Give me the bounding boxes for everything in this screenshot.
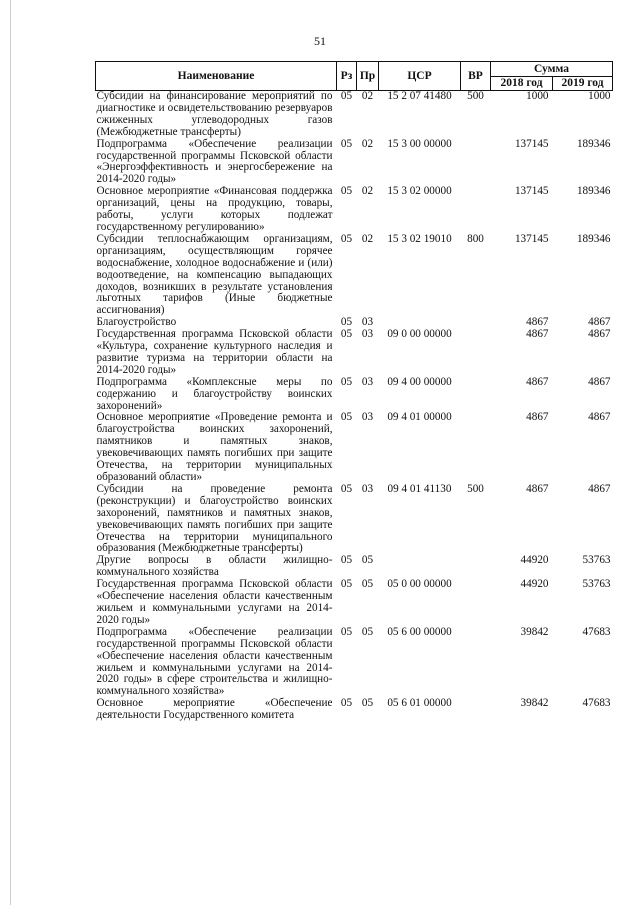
cell-pr: 03 bbox=[361, 328, 374, 341]
cell-vr bbox=[461, 627, 491, 698]
cell-name: Подпрограмма «Комплексные меры по содержанию и благоустройству воинских захоронений» bbox=[96, 375, 333, 412]
cell-y2018: 137145 bbox=[514, 137, 549, 150]
cell-y2018: 4867 bbox=[526, 328, 549, 341]
cell-vr bbox=[461, 186, 491, 234]
cell-rz: 05 bbox=[340, 316, 353, 329]
cell-name: Подпрограмма «Обеспечение реализации государственной программы Псковской области «Обеспечение населения области качественным жильем и коммунальными услугами на 2014-2020 годы» в сфере строительства и жилищно-коммунального хозяйства» bbox=[96, 625, 333, 698]
cell-pr: 03 bbox=[361, 375, 374, 388]
cell-y2018: 44920 bbox=[520, 554, 549, 567]
cell-pr: 05 bbox=[361, 554, 374, 567]
cell-rz: 05 bbox=[340, 697, 353, 710]
cell-y2019: 189346 bbox=[576, 185, 611, 198]
header-pr: Пр bbox=[357, 62, 379, 91]
cell-csr: 15 2 07 41480 bbox=[387, 90, 452, 102]
cell-y2019: 1000 bbox=[588, 90, 611, 102]
cell-y2019: 4867 bbox=[588, 411, 611, 424]
cell-vr bbox=[461, 377, 491, 413]
cell-name: Другие вопросы в области жилищно-коммунального хозяйства bbox=[96, 554, 333, 579]
cell-csr: 05 6 00 00000 bbox=[387, 625, 452, 638]
cell-csr: 15 3 00 00000 bbox=[387, 137, 452, 150]
cell-vr bbox=[461, 329, 491, 377]
cell-y2018: 4867 bbox=[526, 482, 549, 495]
cell-name: Субсидии теплоснабжающим организациям, организациям, осуществляющим горячее водоснабжение, холодное водоснабжение и (или) водоотведение, на компенсацию выпадающих доходов, возникших в результате установления льготных тарифов (Иные бюджетные ассигнования) bbox=[96, 232, 333, 317]
cell-rz: 05 bbox=[340, 137, 353, 150]
cell-csr: 09 4 01 41130 bbox=[387, 482, 452, 495]
cell-y2019: 53763 bbox=[582, 554, 611, 567]
cell-csr: 05 0 00 00000 bbox=[387, 578, 452, 591]
cell-rz: 05 bbox=[340, 375, 353, 388]
cell-csr: 09 4 01 00000 bbox=[387, 411, 452, 424]
cell-name: Субсидии на финансирование мероприятий по диагностике и освидетельствованию резервуаров сжиженных углеводородных газов (Межбюджетные трансферты) bbox=[96, 90, 333, 138]
cell-pr: 05 bbox=[361, 578, 374, 591]
cell-y2019: 4867 bbox=[588, 482, 611, 495]
table-row bbox=[96, 484, 613, 555]
header-2018: 2018 год bbox=[491, 77, 553, 91]
cell-vr bbox=[461, 579, 491, 627]
table-row bbox=[96, 555, 613, 579]
cell-pr: 03 bbox=[361, 316, 374, 329]
cell-y2019: 4867 bbox=[588, 328, 611, 341]
cell-y2018: 39842 bbox=[520, 625, 549, 638]
cell-y2018: 4867 bbox=[526, 411, 549, 424]
header-csr: ЦСР bbox=[379, 62, 461, 91]
header-rz: Рз bbox=[337, 62, 357, 91]
header-vr: ВР bbox=[461, 62, 491, 91]
table-row bbox=[96, 234, 613, 317]
cell-name: Государственная программа Псковской области «Обеспечение населения области качественным жильем и коммунальными услугами на 2014-2020 годы» bbox=[96, 578, 333, 626]
cell-csr: 15 3 02 00000 bbox=[387, 185, 452, 198]
cell-y2018: 44920 bbox=[520, 578, 549, 591]
cell-pr: 02 bbox=[361, 137, 374, 150]
cell-pr: 02 bbox=[361, 185, 374, 198]
table-row bbox=[96, 627, 613, 698]
cell-csr: 09 4 00 00000 bbox=[387, 375, 452, 388]
table-row bbox=[96, 377, 613, 413]
cell-rz: 05 bbox=[340, 328, 353, 341]
cell-csr bbox=[379, 555, 461, 579]
cell-pr: 05 bbox=[361, 697, 374, 710]
cell-vr: 800 bbox=[467, 232, 484, 245]
cell-rz: 05 bbox=[340, 578, 353, 591]
cell-csr: 09 0 00 00000 bbox=[387, 328, 452, 341]
cell-vr bbox=[461, 698, 491, 722]
cell-rz: 05 bbox=[340, 554, 353, 567]
cell-rz: 05 bbox=[340, 90, 353, 102]
table-row bbox=[96, 91, 613, 139]
cell-name: Основное мероприятие «Проведение ремонта и благоустройства воинских захоронений, памятников и памятных знаков, увековечивающих память погибших при защите Отечества, на территории муниципальных образований области» bbox=[96, 411, 333, 483]
cell-y2019: 53763 bbox=[582, 578, 611, 591]
table-row bbox=[96, 329, 613, 377]
cell-pr: 05 bbox=[361, 625, 374, 638]
table-body bbox=[96, 91, 613, 723]
header-sum: Сумма bbox=[491, 62, 613, 77]
cell-csr: 15 3 02 19010 bbox=[387, 232, 452, 245]
table-row bbox=[96, 698, 613, 722]
cell-y2018: 4867 bbox=[526, 316, 549, 329]
table-row bbox=[96, 186, 613, 234]
cell-rz: 05 bbox=[340, 482, 353, 495]
cell-name: Благоустройство bbox=[96, 316, 177, 329]
table-row bbox=[96, 139, 613, 187]
header-2019: 2019 год bbox=[553, 77, 613, 91]
cell-y2018: 137145 bbox=[514, 232, 549, 245]
cell-vr bbox=[461, 139, 491, 187]
header-name: Наименование bbox=[96, 62, 337, 91]
cell-pr: 02 bbox=[361, 90, 374, 102]
cell-vr bbox=[461, 317, 491, 329]
cell-vr bbox=[461, 555, 491, 579]
cell-rz: 05 bbox=[340, 625, 353, 638]
cell-rz: 05 bbox=[340, 185, 353, 198]
cell-vr: 500 bbox=[467, 90, 484, 102]
budget-table bbox=[95, 61, 613, 722]
cell-y2018: 1000 bbox=[526, 90, 549, 102]
scan-margin-line bbox=[10, 0, 11, 905]
cell-name: Подпрограмма «Обеспечение реализации государственной программы Псковской области «Энергоэффективность и энергосбережение на 2014-2020 годы» bbox=[96, 137, 333, 186]
cell-name: Субсидии на проведение ремонта (реконструкции) и благоустройство воинских захоронений, памятников и памятных знаков, увековечивающих память погибших при защите Отечества на территории муниципального образования (Межбюджетные трансферты) bbox=[96, 482, 333, 555]
cell-pr: 03 bbox=[361, 482, 374, 495]
cell-rz: 05 bbox=[340, 411, 353, 424]
cell-pr: 02 bbox=[361, 232, 374, 245]
cell-y2019: 189346 bbox=[576, 137, 611, 150]
table-row bbox=[96, 579, 613, 627]
cell-y2019: 47683 bbox=[582, 697, 611, 710]
table-header bbox=[96, 62, 613, 91]
cell-y2019: 47683 bbox=[582, 625, 611, 638]
cell-vr: 500 bbox=[467, 482, 484, 495]
cell-y2018: 137145 bbox=[514, 185, 549, 198]
cell-y2019: 4867 bbox=[588, 375, 611, 388]
cell-pr: 03 bbox=[361, 411, 374, 424]
cell-y2018: 4867 bbox=[526, 375, 549, 388]
cell-name: Основное мероприятие «Финансовая поддержка организаций, цены на продукцию, товары, работы, услуги которых подлежат государственному регулированию» bbox=[96, 185, 333, 233]
cell-name: Государственная программа Псковской области «Культура, сохранение культурного наследия и развитие туризма на территории области на 2014-2020 годы» bbox=[96, 328, 333, 376]
cell-vr bbox=[461, 412, 491, 483]
cell-rz: 05 bbox=[340, 232, 353, 245]
page-number: 51 bbox=[314, 34, 326, 48]
cell-y2019: 189346 bbox=[576, 232, 611, 245]
cell-y2018: 39842 bbox=[520, 697, 549, 710]
table-row bbox=[96, 412, 613, 483]
cell-csr: 05 6 01 00000 bbox=[387, 697, 452, 710]
cell-name: Основное мероприятие «Обеспечение деятельности Государственного комитета bbox=[96, 697, 333, 722]
cell-y2019: 4867 bbox=[588, 316, 611, 329]
